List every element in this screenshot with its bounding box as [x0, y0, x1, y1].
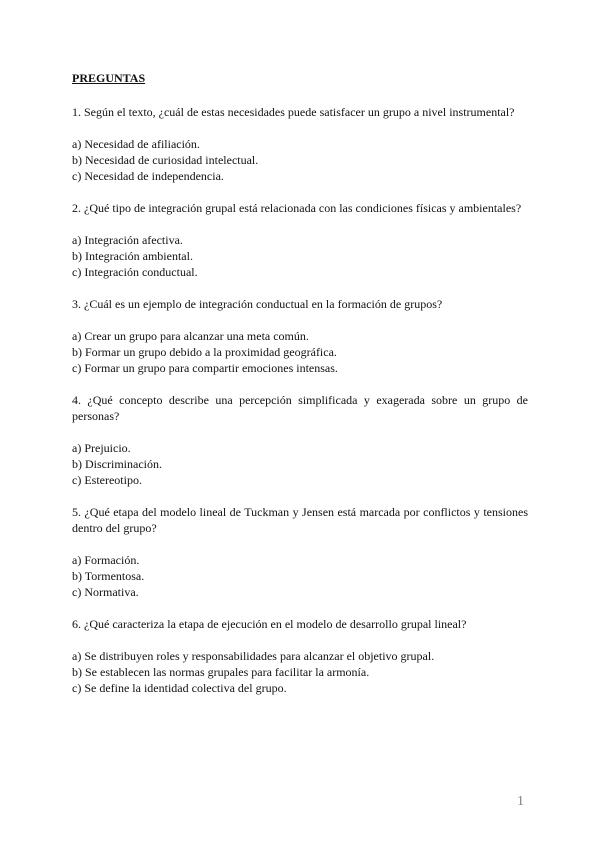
document-page: [72, 70, 528, 712]
answer-options: [72, 232, 528, 280]
answer-option: a) Prejuicio.: [72, 441, 131, 455]
question-text: 4. ¿Qué concepto describe una percepción simplificada y exagerada sobre un grupo de personas?: [72, 393, 528, 423]
page-heading: PREGUNTAS: [72, 71, 146, 85]
answer-option: c) Integración conductual.: [72, 265, 198, 279]
answer-option: b) Tormentosa.: [72, 569, 145, 583]
answer-option: c) Necesidad de independencia.: [72, 169, 224, 183]
question-text: 1. Según el texto, ¿cuál de estas necesidades puede satisfacer un grupo a nivel instrumental?: [72, 105, 515, 119]
page-number: 1: [517, 794, 524, 809]
answer-option: a) Necesidad de afiliación.: [72, 137, 200, 151]
answer-option: a) Integración afectiva.: [72, 233, 183, 247]
question-text: 6. ¿Qué caracteriza la etapa de ejecución en el modelo de desarrollo grupal lineal?: [72, 617, 467, 631]
answer-option: c) Formar un grupo para compartir emociones intensas.: [72, 361, 338, 375]
question-block-2: [72, 200, 528, 280]
question-text: 2. ¿Qué tipo de integración grupal está relacionada con las condiciones físicas y ambientales?: [72, 201, 522, 215]
question-block-1: [72, 104, 528, 184]
answer-options: [72, 440, 528, 488]
answer-option: a) Crear un grupo para alcanzar una meta común.: [72, 329, 309, 343]
answer-option: b) Se establecen las normas grupales para facilitar la armonía.: [72, 665, 370, 679]
answer-option: c) Estereotipo.: [72, 473, 142, 487]
answer-option: a) Formación.: [72, 553, 140, 567]
answer-options: [72, 552, 528, 600]
answer-option: c) Se define la identidad colectiva del grupo.: [72, 681, 287, 695]
question-text: 5. ¿Qué etapa del modelo lineal de Tuckman y Jensen está marcada por conflictos y tensiones dentro del grupo?: [72, 505, 528, 535]
answer-options: [72, 136, 528, 184]
question-block-3: [72, 296, 528, 376]
answer-options: [72, 328, 528, 376]
answer-options: [72, 648, 528, 696]
question-block-5: [72, 504, 528, 600]
answer-option: c) Normativa.: [72, 585, 139, 599]
question-block-4: [72, 392, 528, 488]
question-text: 3. ¿Cuál es un ejemplo de integración conductual en la formación de grupos?: [72, 297, 443, 311]
question-block-6: [72, 616, 528, 696]
answer-option: a) Se distribuyen roles y responsabilidades para alcanzar el objetivo grupal.: [72, 649, 435, 663]
answer-option: b) Integración ambiental.: [72, 249, 193, 263]
answer-option: b) Formar un grupo debido a la proximidad geográfica.: [72, 345, 337, 359]
answer-option: b) Discriminación.: [72, 457, 162, 471]
answer-option: b) Necesidad de curiosidad intelectual.: [72, 153, 259, 167]
